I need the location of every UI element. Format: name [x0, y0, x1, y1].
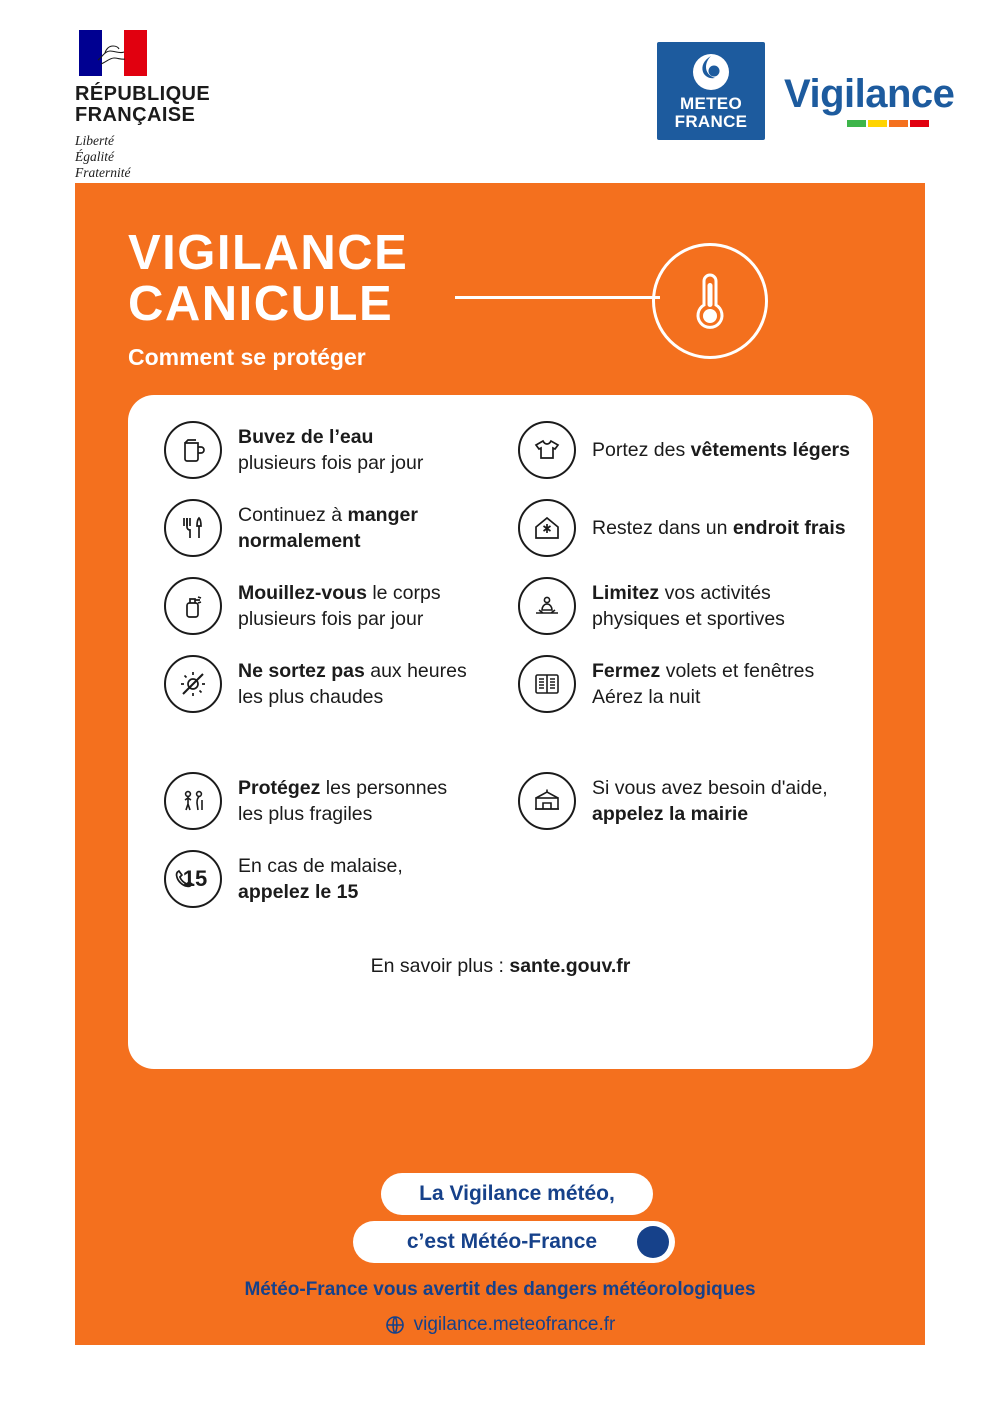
advice-text	[238, 853, 403, 905]
advice-plain: Aérez la nuit	[592, 686, 701, 708]
more-info-label: En savoir plus :	[370, 955, 510, 977]
advice-text	[592, 580, 785, 632]
vigilance-slogan	[353, 1173, 653, 1263]
thermometer-icon	[652, 243, 768, 359]
republique-francaise-title	[75, 84, 325, 126]
slogan-line-2	[353, 1221, 675, 1263]
advice-text	[238, 775, 447, 827]
advice-bold: appelez la mairie	[592, 803, 749, 825]
meteo-france-logo	[657, 42, 765, 140]
rf-line-1: RÉPUBLIQUE	[75, 83, 211, 105]
advice-plain: vos activités	[659, 582, 771, 604]
advice-item-protect-fragile	[164, 772, 504, 830]
advice-bold: vêtements légers	[690, 439, 850, 461]
advice-bold: Fermez	[592, 660, 661, 682]
advice-text	[238, 424, 423, 476]
more-info	[128, 955, 873, 978]
advice-text	[592, 775, 828, 827]
advice-item-close-shutters	[518, 655, 858, 713]
emergency-number: 15	[182, 866, 208, 891]
advice-plain: le corps	[366, 582, 441, 604]
advice-bold: Buvez de l’eau	[238, 426, 374, 448]
advice-bold: endroit frais	[732, 517, 846, 539]
advice-plain: les personnes	[320, 777, 448, 799]
republique-francaise-block	[75, 30, 325, 181]
cool-house-icon	[518, 499, 576, 557]
advice-plain: les plus chaudes	[238, 686, 384, 708]
advice-item-eat-normally	[164, 499, 494, 557]
meteo-france-wordmark	[657, 95, 765, 131]
advice-text	[592, 658, 814, 710]
mf-line-1: METEO	[680, 94, 742, 113]
advice-item-cool-place	[518, 499, 858, 557]
slogan-dot-icon	[637, 1226, 669, 1258]
advice-bold: Ne sortez pas	[238, 660, 365, 682]
advice-bold: appelez le 15	[238, 881, 359, 903]
more-info-link[interactable]: sante.gouv.fr	[509, 955, 631, 977]
mf-line-2: FRANCE	[674, 112, 748, 131]
advice-plain: plusieurs fois par jour	[238, 608, 424, 630]
advice-bold: manger	[347, 504, 418, 526]
advice-text	[592, 437, 850, 463]
page-title	[128, 228, 408, 371]
advice-text	[592, 515, 846, 541]
tshirt-icon	[518, 421, 576, 479]
advice-plain: Restez dans un	[592, 517, 733, 539]
advice-plain: Portez des	[592, 439, 691, 461]
title-connector-line	[455, 296, 660, 299]
motto-fraternite: Fraternité	[75, 165, 131, 180]
advice-plain: physiques et sportives	[592, 608, 785, 630]
poster-title-line-1: VIGILANCE	[128, 226, 409, 280]
yoga-person-icon	[518, 577, 576, 635]
no-sun-icon	[164, 655, 222, 713]
republic-motto	[75, 133, 325, 181]
advice-plain: plusieurs fois par jour	[238, 452, 424, 474]
advice-bold: normalement	[238, 530, 361, 552]
advice-card	[128, 395, 873, 1069]
advice-item-call-15	[164, 850, 504, 908]
rf-line-2: FRANÇAISE	[75, 104, 196, 126]
advice-item-limit-activity	[518, 577, 858, 635]
slogan-line-1: La Vigilance météo,	[381, 1173, 653, 1215]
advice-text	[238, 580, 441, 632]
spray-bottle-icon	[164, 577, 222, 635]
water-jug-icon	[164, 421, 222, 479]
vigilance-wordmark: Vigilance	[784, 72, 955, 116]
advice-item-avoid-hot-hours	[164, 655, 504, 713]
advice-text	[238, 502, 418, 554]
poster-panel	[75, 183, 925, 1345]
cutlery-icon	[164, 499, 222, 557]
footer-tagline: Météo-France vous avertit des dangers météorologiques	[244, 1279, 756, 1300]
advice-text	[238, 658, 467, 710]
advice-item-drink-water	[164, 421, 494, 479]
motto-egalite: Égalité	[75, 149, 114, 164]
meteo-france-mark-icon	[689, 50, 733, 94]
advice-plain: Si vous avez besoin d'aide,	[592, 777, 828, 799]
fragile-persons-icon	[164, 772, 222, 830]
advice-item-wet-body	[164, 577, 504, 635]
advice-plain: volets et fenêtres	[660, 660, 815, 682]
page-header	[0, 0, 1000, 183]
advice-item-call-town-hall	[518, 772, 863, 830]
motto-liberte: Liberté	[75, 133, 114, 148]
vigilance-color-bars	[847, 120, 929, 127]
advice-bold: Protégez	[238, 777, 321, 799]
advice-bold: Limitez	[592, 582, 660, 604]
poster-title-line-2: CANICULE	[128, 277, 394, 331]
shutters-window-icon	[518, 655, 576, 713]
phone-15-icon	[164, 850, 222, 908]
advice-plain: En cas de malaise,	[238, 855, 403, 877]
globe-icon	[385, 1315, 405, 1335]
advice-bold: Mouillez-vous	[238, 582, 367, 604]
slogan-line-2-text: c’est Météo-France	[406, 1230, 598, 1253]
advice-plain: aux heures	[364, 660, 467, 682]
poster-subtitle: Comment se protéger	[128, 344, 366, 370]
advice-item-light-clothing	[518, 421, 858, 479]
french-flag-marianne-icon	[79, 30, 147, 76]
advice-plain: Continuez à	[238, 504, 348, 526]
advice-plain: les plus fragiles	[238, 803, 373, 825]
footer-url[interactable]	[75, 1314, 925, 1336]
footer-url-text: vigilance.meteofrance.fr	[413, 1314, 616, 1335]
town-hall-icon	[518, 772, 576, 830]
